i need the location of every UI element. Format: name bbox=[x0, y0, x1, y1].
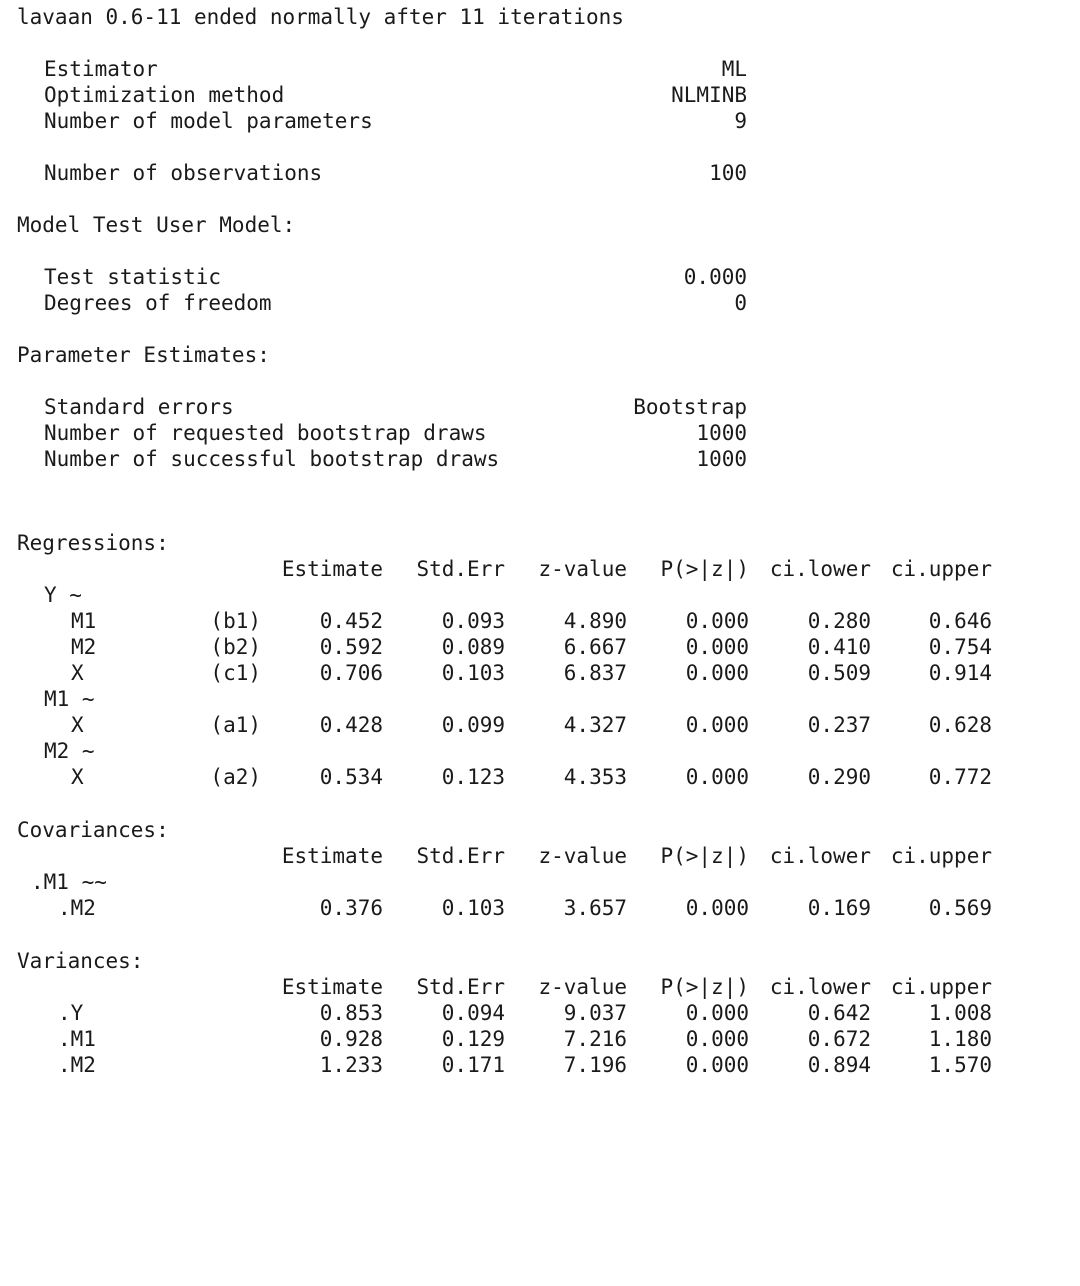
cell-p-value: 0.000 bbox=[685, 1027, 749, 1051]
cell-ci-lower: 0.290 bbox=[807, 765, 871, 789]
table-row bbox=[17, 1000, 992, 1026]
cell-z-value: 4.890 bbox=[563, 609, 627, 633]
cell-p-value: 0.000 bbox=[685, 661, 749, 685]
header-line: lavaan 0.6-11 ended normally after 11 iterations bbox=[17, 5, 624, 29]
cell-estimate: 0.534 bbox=[319, 765, 383, 789]
cell-p-value: 0.000 bbox=[685, 1001, 749, 1025]
degrees-of-freedom bbox=[17, 290, 747, 316]
cell-z-value: 4.327 bbox=[563, 713, 627, 737]
cell-std-err: 0.103 bbox=[441, 896, 505, 920]
cell-std-err: 0.171 bbox=[441, 1053, 505, 1077]
cell-p-value: 0.000 bbox=[685, 609, 749, 633]
row-name: X bbox=[71, 661, 84, 685]
requested-draws bbox=[17, 420, 747, 446]
successful-draws bbox=[17, 446, 747, 472]
cell-ci-lower: 0.169 bbox=[807, 896, 871, 920]
cell-z-value: 7.196 bbox=[563, 1053, 627, 1077]
cell-ci-lower: 0.894 bbox=[807, 1053, 871, 1077]
cell-estimate: 0.853 bbox=[319, 1001, 383, 1025]
group-lhs-text: M2 ~ bbox=[44, 739, 95, 763]
group-lhs-text: Y ~ bbox=[44, 583, 82, 607]
column-header: P(>|z|) bbox=[660, 975, 749, 999]
column-header: z-value bbox=[538, 975, 627, 999]
column-header: Estimate bbox=[281, 975, 383, 999]
column-header: Estimate bbox=[281, 844, 383, 868]
covariances-heading: Covariances: bbox=[17, 818, 169, 842]
column-header: P(>|z|) bbox=[660, 844, 749, 868]
table-row bbox=[17, 660, 992, 686]
info-value: 100 bbox=[709, 161, 747, 185]
cell-ci-lower: 0.237 bbox=[807, 713, 871, 737]
cell-z-value: 4.353 bbox=[563, 765, 627, 789]
cell-z-value: 3.657 bbox=[563, 896, 627, 920]
info-n-params bbox=[17, 108, 747, 134]
table-row bbox=[17, 1026, 992, 1052]
info-label: Number of requested bootstrap draws bbox=[44, 421, 487, 445]
row-name: .M2 bbox=[58, 1053, 96, 1077]
test-statistic bbox=[17, 264, 747, 290]
row-name: M1 bbox=[71, 609, 97, 633]
info-estimator bbox=[17, 56, 747, 82]
cell-estimate: 0.706 bbox=[319, 661, 383, 685]
column-header: ci.lower bbox=[769, 975, 871, 999]
cell-p-value: 0.000 bbox=[685, 765, 749, 789]
info-label: Estimator bbox=[44, 57, 158, 81]
column-headers bbox=[17, 974, 992, 1000]
cell-ci-upper: 0.628 bbox=[928, 713, 992, 737]
cell-z-value: 7.216 bbox=[563, 1027, 627, 1051]
info-label: Test statistic bbox=[44, 265, 222, 289]
cell-ci-upper: 0.772 bbox=[928, 765, 992, 789]
info-value: Bootstrap bbox=[633, 395, 747, 419]
table-row bbox=[17, 712, 992, 738]
info-label: Number of observations bbox=[44, 161, 323, 185]
parameter-estimates-heading: Parameter Estimates: bbox=[17, 343, 270, 367]
column-header: Std.Err bbox=[416, 975, 505, 999]
info-value: 9 bbox=[734, 109, 747, 133]
row-name: .M2 bbox=[58, 896, 96, 920]
model-test-heading: Model Test User Model: bbox=[17, 213, 296, 237]
cell-std-err: 0.094 bbox=[441, 1001, 505, 1025]
cell-std-err: 0.123 bbox=[441, 765, 505, 789]
cell-ci-upper: 0.569 bbox=[928, 896, 992, 920]
cell-std-err: 0.103 bbox=[441, 661, 505, 685]
column-header: Estimate bbox=[281, 557, 383, 581]
row-name: .M1 bbox=[58, 1027, 96, 1051]
cell-ci-upper: 0.754 bbox=[928, 635, 992, 659]
table-row bbox=[17, 634, 992, 660]
row-name: X bbox=[71, 765, 84, 789]
row-label: (a2) bbox=[210, 765, 261, 789]
column-header: Std.Err bbox=[416, 557, 505, 581]
cell-ci-upper: 1.570 bbox=[928, 1053, 992, 1077]
column-header: P(>|z|) bbox=[660, 557, 749, 581]
info-label: Number of successful bootstrap draws bbox=[44, 447, 500, 471]
cell-ci-lower: 0.280 bbox=[807, 609, 871, 633]
table-row bbox=[17, 608, 992, 634]
row-name: .Y bbox=[58, 1001, 84, 1025]
cell-estimate: 1.233 bbox=[319, 1053, 383, 1077]
cell-estimate: 0.428 bbox=[319, 713, 383, 737]
row-label: (b2) bbox=[210, 635, 261, 659]
info-label: Number of model parameters bbox=[44, 109, 373, 133]
cell-std-err: 0.089 bbox=[441, 635, 505, 659]
cell-ci-upper: 0.646 bbox=[928, 609, 992, 633]
group-lhs-text: .M1 ~~ bbox=[31, 870, 107, 894]
cell-ci-lower: 0.642 bbox=[807, 1001, 871, 1025]
cell-ci-upper: 0.914 bbox=[928, 661, 992, 685]
info-value: 0 bbox=[734, 291, 747, 315]
table-row bbox=[17, 764, 992, 790]
info-label: Optimization method bbox=[44, 83, 285, 107]
cell-std-err: 0.129 bbox=[441, 1027, 505, 1051]
row-label: (a1) bbox=[210, 713, 261, 737]
cell-p-value: 0.000 bbox=[685, 635, 749, 659]
cell-ci-lower: 0.672 bbox=[807, 1027, 871, 1051]
cell-ci-upper: 1.180 bbox=[928, 1027, 992, 1051]
cell-ci-upper: 1.008 bbox=[928, 1001, 992, 1025]
cell-std-err: 0.093 bbox=[441, 609, 505, 633]
info-value: 0.000 bbox=[683, 265, 747, 289]
cell-ci-lower: 0.410 bbox=[807, 635, 871, 659]
column-header: ci.upper bbox=[890, 975, 992, 999]
row-label: (c1) bbox=[210, 661, 261, 685]
cell-z-value: 6.667 bbox=[563, 635, 627, 659]
column-headers bbox=[17, 843, 992, 869]
info-value: 1000 bbox=[696, 421, 747, 445]
column-header: ci.lower bbox=[769, 844, 871, 868]
cell-estimate: 0.928 bbox=[319, 1027, 383, 1051]
column-header: z-value bbox=[538, 557, 627, 581]
column-header: Std.Err bbox=[416, 844, 505, 868]
cell-z-value: 6.837 bbox=[563, 661, 627, 685]
cell-estimate: 0.376 bbox=[319, 896, 383, 920]
info-label: Standard errors bbox=[44, 395, 234, 419]
group-lhs-text: M1 ~ bbox=[44, 687, 95, 711]
cell-p-value: 0.000 bbox=[685, 1053, 749, 1077]
column-header: ci.upper bbox=[890, 844, 992, 868]
row-name: X bbox=[71, 713, 84, 737]
cell-p-value: 0.000 bbox=[685, 896, 749, 920]
info-optimization bbox=[17, 82, 747, 108]
info-value: ML bbox=[721, 57, 747, 81]
column-header: ci.upper bbox=[890, 557, 992, 581]
info-label: Degrees of freedom bbox=[44, 291, 272, 315]
regressions-heading: Regressions: bbox=[17, 531, 169, 555]
cell-estimate: 0.592 bbox=[319, 635, 383, 659]
row-label: (b1) bbox=[210, 609, 261, 633]
column-header: z-value bbox=[538, 844, 627, 868]
row-name: M2 bbox=[71, 635, 97, 659]
cell-z-value: 9.037 bbox=[563, 1001, 627, 1025]
variances-heading: Variances: bbox=[17, 949, 144, 973]
info-n-obs bbox=[17, 160, 747, 186]
table-row bbox=[17, 895, 992, 921]
info-value: NLMINB bbox=[671, 83, 747, 107]
cell-p-value: 0.000 bbox=[685, 713, 749, 737]
column-header: ci.lower bbox=[769, 557, 871, 581]
column-headers bbox=[17, 556, 992, 582]
cell-estimate: 0.452 bbox=[319, 609, 383, 633]
standard-errors bbox=[17, 394, 747, 420]
table-row bbox=[17, 1052, 992, 1078]
cell-ci-lower: 0.509 bbox=[807, 661, 871, 685]
cell-std-err: 0.099 bbox=[441, 713, 505, 737]
info-value: 1000 bbox=[696, 447, 747, 471]
